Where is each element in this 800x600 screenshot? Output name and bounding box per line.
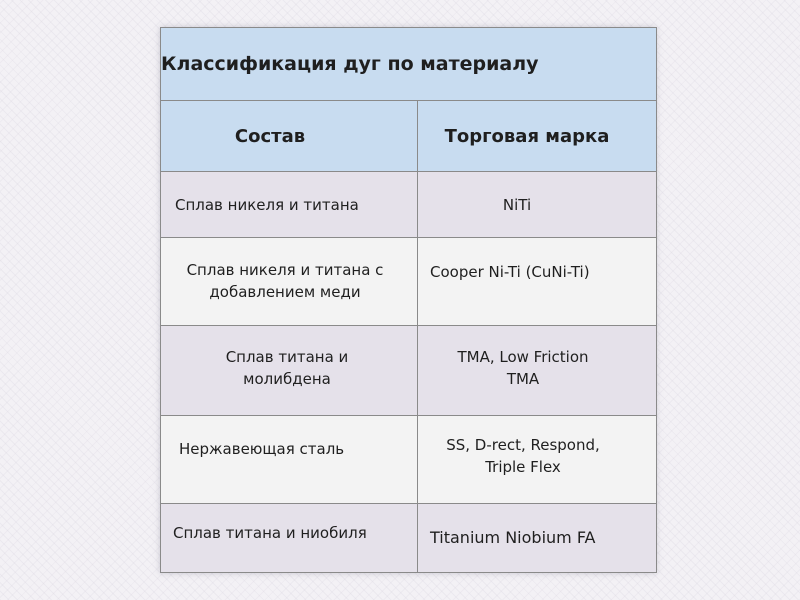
cell-composition: Сплав никеля и титана [161, 172, 418, 238]
cell-composition: Нержавеющая сталь [161, 416, 418, 504]
title-row [161, 28, 657, 101]
cell-brand: Cooper Ni-Ti (CuNi-Ti) [418, 238, 657, 326]
cell-brand: SS, D-rect, Respond, Triple Flex [418, 416, 657, 504]
table-row [161, 238, 657, 326]
cell-brand: TMA, Low Friction TMA [418, 326, 657, 416]
header-row [161, 101, 657, 172]
classification-table [160, 27, 657, 573]
table-row [161, 504, 657, 573]
cell-composition: Сплав никеля и титана с добавлением меди [161, 238, 418, 326]
header-brand: Торговая марка [418, 101, 657, 172]
cell-composition: Сплав титана и ниобиля [161, 504, 418, 573]
cell-brand: Titanium Niobium FA [418, 504, 657, 573]
table-row [161, 172, 657, 238]
table-row [161, 416, 657, 504]
table-row [161, 326, 657, 416]
cell-brand: NiTi [418, 172, 657, 238]
cell-composition: Сплав титана и молибдена [161, 326, 418, 416]
slide-card [160, 27, 656, 573]
header-composition: Состав [161, 101, 418, 172]
table-title: Классификация дуг по материалу [161, 28, 657, 101]
